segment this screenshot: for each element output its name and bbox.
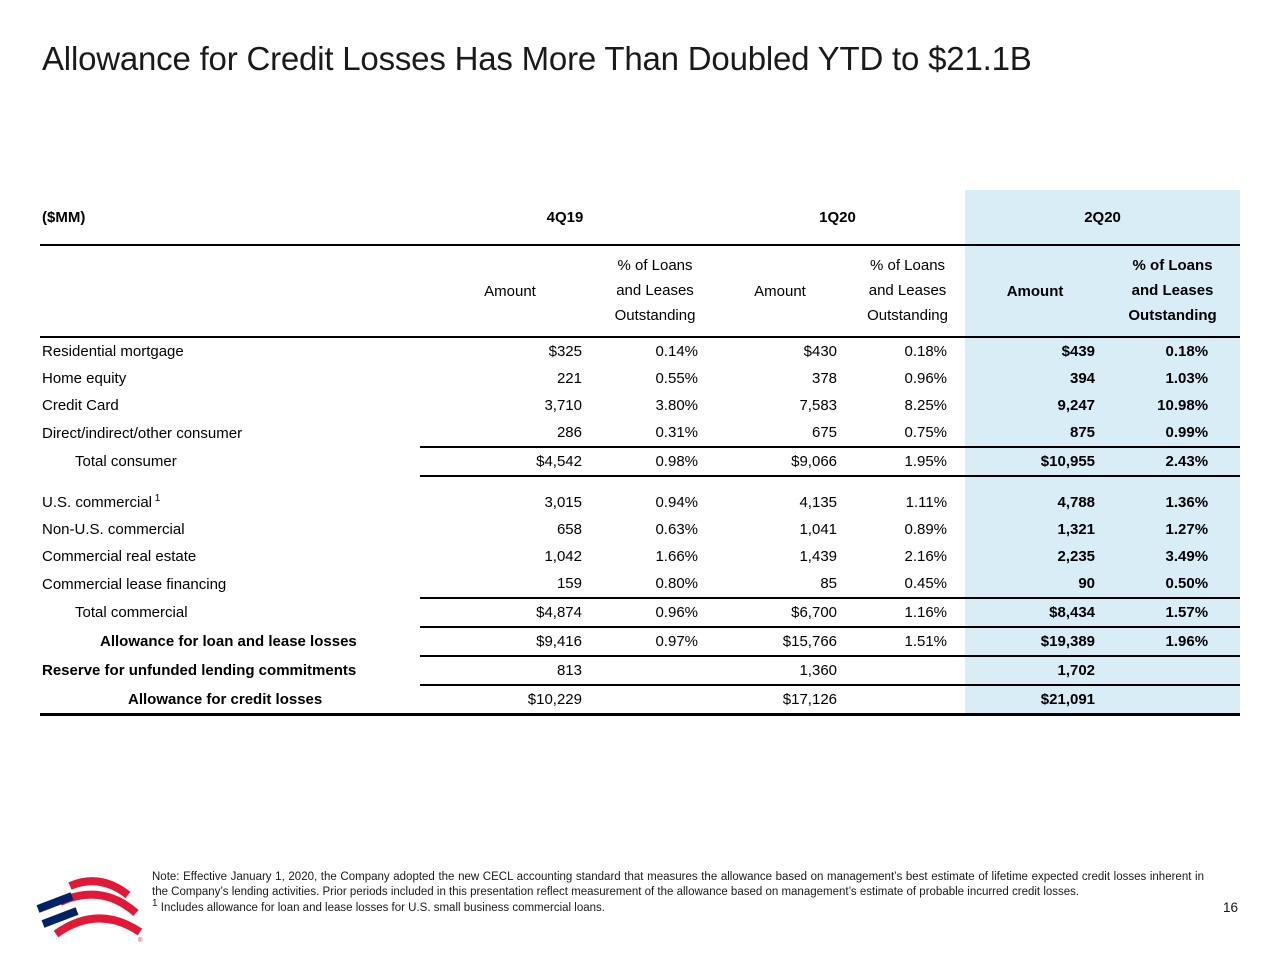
cell-2q20-pct: [1105, 685, 1240, 715]
cell-1q20-amount: 1,439: [799, 548, 838, 565]
bank-of-america-logo: [30, 870, 148, 944]
cell-1q20-amount: $15,766: [710, 627, 850, 656]
cell-4q19-pct: 0.55%: [655, 370, 699, 387]
cell-4q19-amount: $4,542: [420, 447, 600, 476]
row-label: Allowance for credit losses: [40, 685, 420, 715]
row-label: Direct/indirect/other consumer: [42, 424, 243, 442]
cell-4q19-pct: 0.31%: [655, 424, 699, 441]
cell-1q20-pct: 1.11%: [905, 494, 948, 511]
cell-4q19-pct: 0.96%: [600, 598, 710, 627]
period-header-4q19: 4Q19: [420, 190, 710, 245]
row-label: Allowance for loan and lease losses: [100, 633, 357, 650]
period-header-1q20: 1Q20: [710, 190, 965, 245]
cell-4q19-pct: 3.80%: [655, 397, 699, 414]
period-header-2q20: 2Q20: [965, 190, 1240, 245]
column-subheader-row: [40, 245, 1240, 337]
cell-2q20-pct: 1.36%: [1105, 489, 1240, 516]
table-row: [40, 365, 1240, 392]
cell-1q20-amount: 85: [820, 575, 838, 592]
cell-4q19-pct: 0.97%: [600, 627, 710, 656]
table-row: [40, 685, 1240, 715]
row-label: Non-U.S. commercial: [42, 521, 185, 538]
subheader-amount-2q20: Amount: [965, 245, 1105, 337]
cell-2q20-amount: 875: [965, 419, 1105, 447]
cell-4q19-pct: 0.14%: [655, 343, 699, 360]
cell-1q20-pct: 0.45%: [904, 575, 948, 592]
cell-2q20-pct: 3.49%: [1105, 543, 1240, 570]
table-row: [40, 392, 1240, 419]
cell-4q19-amount: 1,042: [544, 548, 582, 565]
table-row: [40, 337, 1240, 365]
credit-losses-table: [40, 190, 1240, 716]
cell-2q20-pct: 1.03%: [1105, 365, 1240, 392]
cell-2q20-pct: 0.99%: [1105, 419, 1240, 447]
cell-2q20-pct: 1.27%: [1105, 516, 1240, 543]
cell-1q20-amount: 1,360: [710, 656, 850, 685]
cell-2q20-pct: 0.50%: [1105, 570, 1240, 598]
note-text: Note: Effective January 1, 2020, the Company adopted the new CECL accounting standard that measures the allowance based on management’s best estimate of lifetime expected credit losses inherent in the Company’s lending activities. Prior periods included in this presentation reflect measurement of the allowance based on management’s estimate of probable incurred credit losses.: [152, 871, 1204, 899]
svg-text:®: ®: [138, 938, 143, 944]
cell-1q20-pct: 1.95%: [850, 447, 965, 476]
cell-2q20-amount: 90: [965, 570, 1105, 598]
cell-2q20-amount: 9,247: [965, 392, 1105, 419]
cell-4q19-amount: 159: [556, 575, 582, 592]
cell-2q20-amount: 1,702: [965, 656, 1105, 685]
cell-4q19-amount: 813: [420, 656, 600, 685]
table-row: [40, 516, 1240, 543]
cell-1q20-amount: $430: [803, 343, 838, 360]
cell-4q19-pct: [600, 685, 710, 715]
subheader-pct-4q19: % of Loans and Leases Outstanding: [600, 245, 710, 337]
cell-2q20-amount: 4,788: [965, 489, 1105, 516]
row-label: Credit Card: [42, 397, 119, 414]
row-label: U.S. commercial $^1$: [42, 493, 161, 511]
units-label: ($MM): [40, 190, 420, 245]
cell-1q20-pct: 0.75%: [904, 424, 948, 441]
subheader-pct-1q20: % of Loans and Leases Outstanding: [850, 245, 965, 337]
cell-4q19-pct: 0.63%: [655, 521, 699, 538]
cell-2q20-pct: 0.18%: [1105, 337, 1240, 365]
row-label: Residential mortgage: [42, 343, 184, 360]
cell-1q20-pct: [850, 685, 965, 715]
page-number: 16: [1222, 900, 1238, 915]
table-row: [40, 543, 1240, 570]
cell-2q20-amount: $21,091: [965, 685, 1105, 715]
cell-2q20-pct: 1.96%: [1105, 627, 1240, 656]
row-label: Home equity: [42, 370, 127, 387]
cell-1q20-amount: $9,066: [710, 447, 850, 476]
cell-4q19-amount: 3,015: [544, 494, 582, 511]
cell-4q19-amount: 3,710: [544, 397, 582, 414]
cell-1q20-amount: 4,135: [799, 494, 838, 511]
cell-4q19-amount: 286: [556, 424, 582, 441]
cell-2q20-amount: $439: [965, 337, 1105, 365]
cell-4q19-pct: [600, 656, 710, 685]
credit-losses-table-wrap: [40, 190, 1240, 716]
cell-4q19-pct: 1.66%: [655, 548, 699, 565]
subheader-blank: [40, 245, 420, 337]
subheader-amount-4q19: Amount: [420, 245, 600, 337]
page-title: Allowance for Credit Losses Has More Than Doubled YTD to $21.1B: [42, 40, 1032, 77]
cell-1q20-amount: $6,700: [710, 598, 850, 627]
footer-notes: [152, 870, 1204, 917]
cell-1q20-amount: 675: [811, 424, 838, 441]
cell-1q20-pct: 0.18%: [904, 343, 948, 360]
cell-2q20-pct: 10.98%: [1105, 392, 1240, 419]
cell-1q20-pct: 8.25%: [904, 397, 948, 414]
cell-1q20-pct: 2.16%: [904, 548, 948, 565]
table-row: [40, 598, 1240, 627]
cell-4q19-amount: 221: [556, 370, 582, 387]
cell-4q19-amount: 658: [556, 521, 582, 538]
row-label: Reserve for unfunded lending commitments: [42, 662, 357, 679]
row-label: Total consumer: [75, 453, 177, 470]
cell-2q20-amount: 1,321: [965, 516, 1105, 543]
table-row: [40, 489, 1240, 516]
cell-1q20-pct: 1.51%: [850, 627, 965, 656]
table-row: [40, 419, 1240, 447]
cell-4q19-pct: 0.98%: [600, 447, 710, 476]
cell-4q19-amount: $325: [548, 343, 582, 360]
spacer-row: [40, 476, 1240, 489]
cell-1q20-amount: 378: [811, 370, 838, 387]
cell-2q20-amount: $19,389: [965, 627, 1105, 656]
cell-4q19-amount: $4,874: [420, 598, 600, 627]
cell-2q20-amount: $10,955: [965, 447, 1105, 476]
table-row: [40, 570, 1240, 598]
cell-4q19-amount: $9,416: [420, 627, 600, 656]
cell-1q20-pct: 0.89%: [904, 521, 948, 538]
cell-1q20-pct: 1.16%: [850, 598, 965, 627]
cell-1q20-pct: 0.96%: [904, 370, 948, 387]
cell-1q20-pct: [850, 656, 965, 685]
cell-2q20-pct: [1105, 656, 1240, 685]
cell-2q20-pct: 1.57%: [1105, 598, 1240, 627]
row-label: Commercial real estate: [42, 548, 197, 565]
row-label: Commercial lease financing: [42, 575, 227, 593]
cell-2q20-pct: 2.43%: [1105, 447, 1240, 476]
footnote-text: $^1$ Includes allowance for loan and lease losses for U.S. small business commercial loans.: [152, 898, 605, 915]
cell-2q20-amount: $8,434: [965, 598, 1105, 627]
cell-4q19-pct: 0.80%: [655, 575, 699, 592]
cell-4q19-pct: 0.94%: [655, 494, 699, 511]
period-header-row: [40, 190, 1240, 245]
cell-2q20-amount: 394: [965, 365, 1105, 392]
cell-1q20-amount: 1,041: [799, 521, 838, 538]
subheader-amount-1q20: Amount: [710, 245, 850, 337]
row-label: Total commercial: [75, 604, 188, 621]
cell-2q20-amount: 2,235: [965, 543, 1105, 570]
cell-1q20-amount: $17,126: [710, 685, 850, 715]
subheader-pct-2q20: % of Loans and Leases Outstanding: [1105, 245, 1240, 337]
cell-1q20-amount: 7,583: [799, 397, 838, 414]
table-row: [40, 656, 1240, 685]
table-row: [40, 627, 1240, 656]
table-row: [40, 447, 1240, 476]
cell-4q19-amount: $10,229: [420, 685, 600, 715]
